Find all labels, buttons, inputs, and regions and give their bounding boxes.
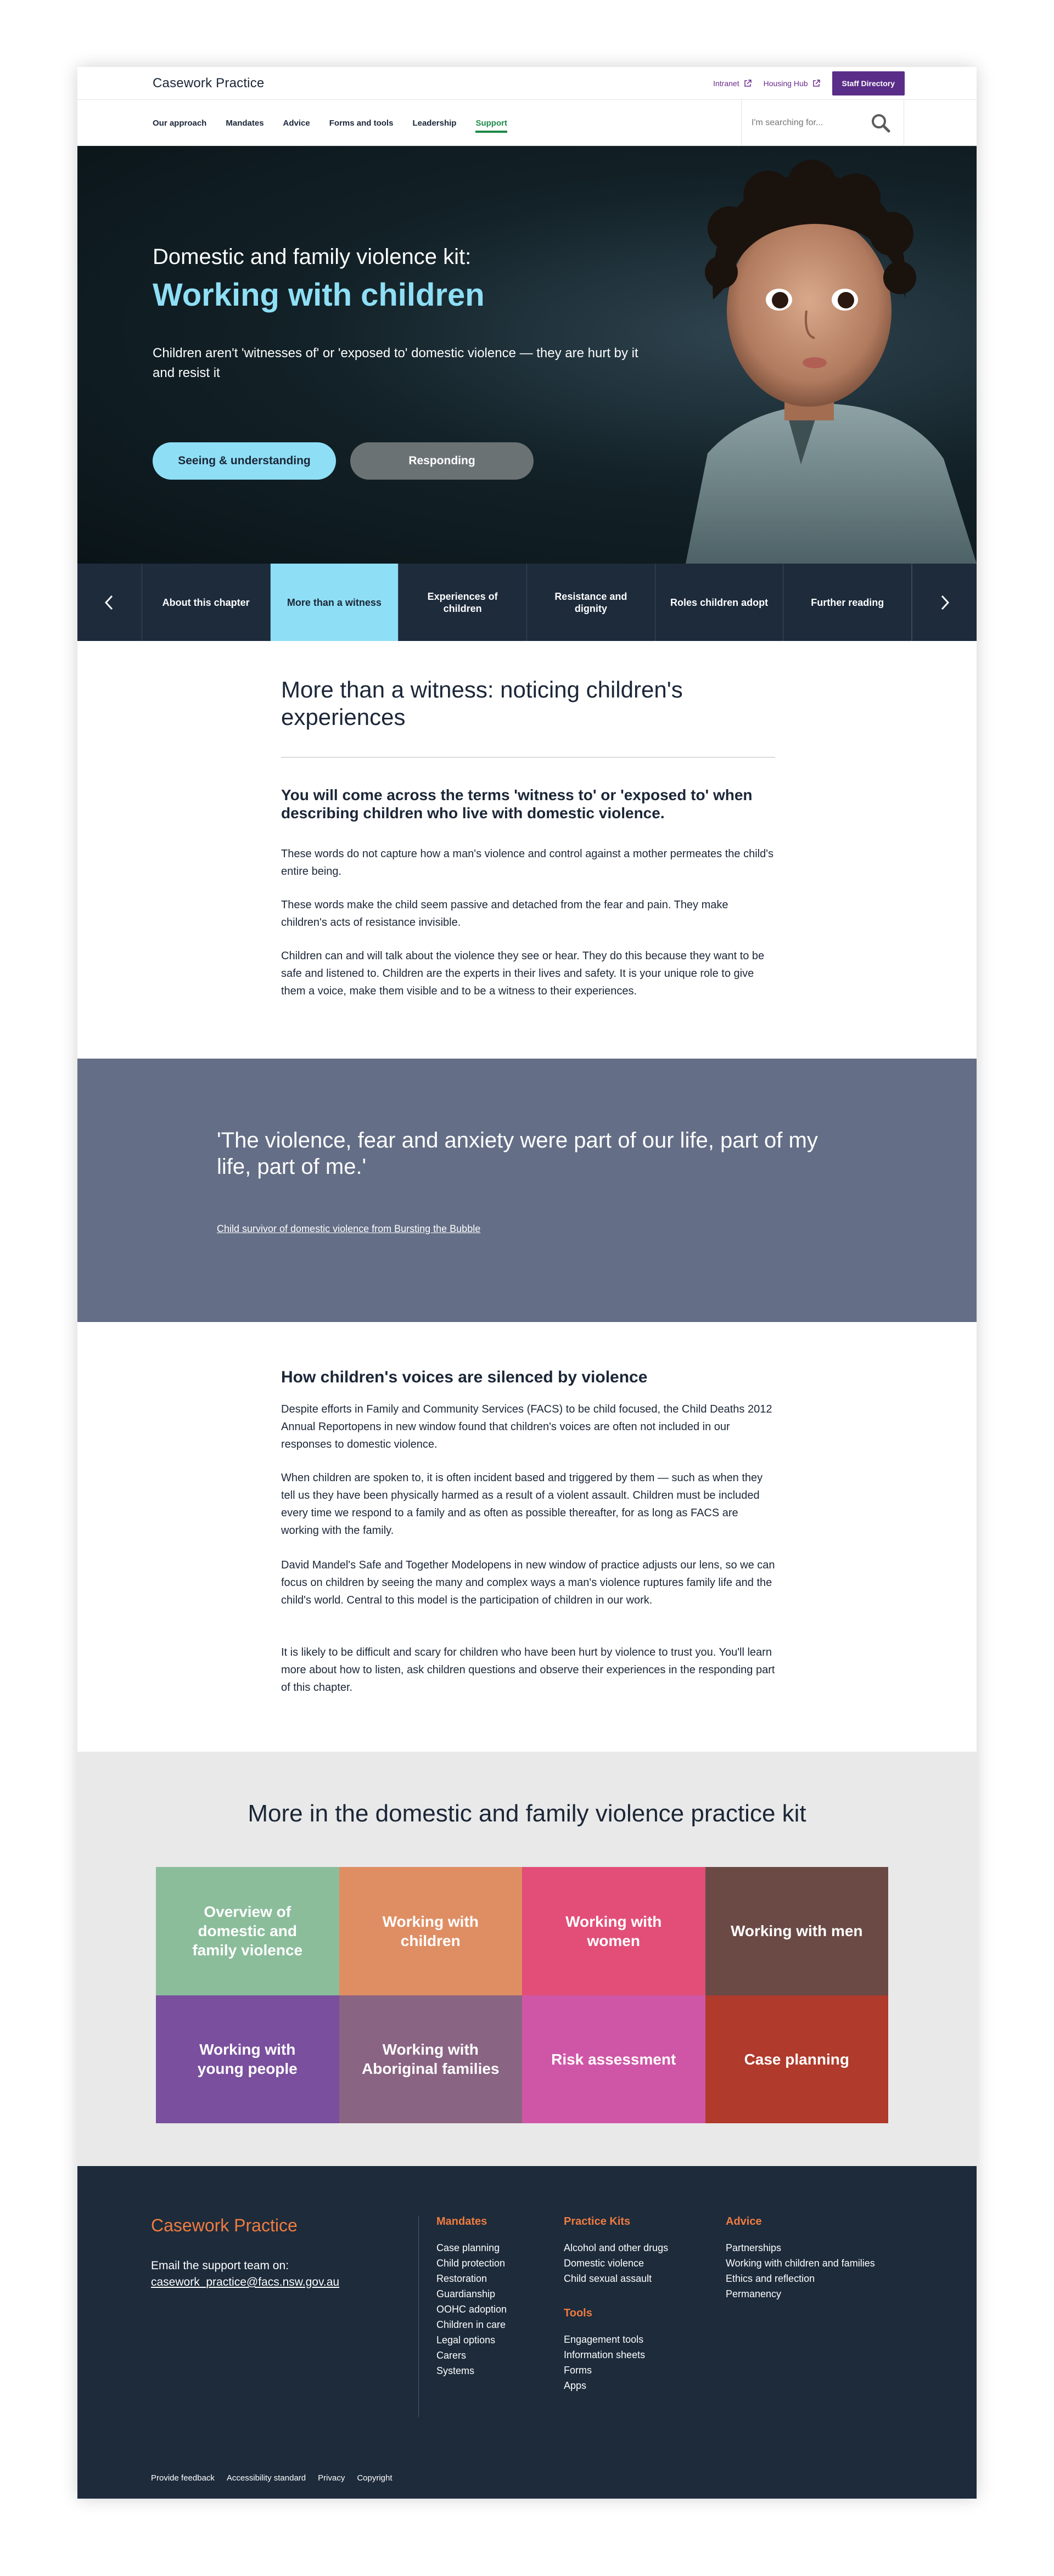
footer-link[interactable]: Legal options (436, 2335, 496, 2346)
footer-link[interactable]: Domestic violence (564, 2258, 644, 2269)
tab-further-reading[interactable]: Further reading (783, 564, 912, 641)
intranet-label: Intranet (713, 79, 739, 88)
housing-hub-link[interactable] (764, 79, 820, 88)
search-box (741, 100, 904, 146)
quote-text: 'The violence, fear and anxiety were part of our life, part of my life, part of me.' (217, 1128, 818, 1179)
tile-working-with-young-people[interactable]: Working with young people (156, 1995, 339, 2124)
housing-hub-label: Housing Hub (763, 79, 808, 88)
more-section-title: More in the domestic and family violence practice kit (248, 1800, 806, 1827)
tabs-prev-button[interactable] (77, 564, 142, 641)
tile-risk-assessment[interactable]: Risk assessment (522, 1995, 705, 2124)
hero-child-photo (603, 146, 977, 564)
hero-subtitle: Domestic and family violence kit: (153, 245, 472, 269)
nav-item-forms-and-tools[interactable]: Forms and tools (329, 118, 394, 128)
page-frame (77, 67, 977, 2499)
responding-button[interactable]: Responding (350, 442, 534, 480)
more-in-kit-section (77, 1752, 977, 2166)
footer-link[interactable]: Forms (564, 2365, 592, 2376)
privacy-link[interactable]: Privacy (318, 2473, 345, 2483)
tab-about-this-chapter[interactable]: About this chapter (142, 564, 271, 641)
copyright-link[interactable]: Copyright (357, 2473, 393, 2483)
staff-directory-button[interactable]: Staff Directory (832, 71, 905, 95)
section-paragraph: When children are spoken to, it is often incident based and triggered by them — such as when they tell us they have been physically harmed as a result of a violent assault. Children must be included every time we respond to a family and as often as possible thereafter, for as long as FACS are working with the family. (281, 1472, 763, 1537)
footer-link[interactable]: Apps (564, 2380, 587, 2391)
main-nav (77, 100, 977, 146)
footer-divider (418, 2215, 419, 2417)
section-paragraph: It is likely to be difficult and scary for children who have been hurt by violence to trust you. You'll learn more about how to listen, ask children questions and observe their experiences in the responding part of this chapter. (281, 1646, 775, 1694)
hero-banner (77, 146, 977, 564)
external-link-icon (812, 80, 820, 87)
kit-tile-grid (156, 1867, 888, 2123)
tab-more-than-a-witness[interactable]: More than a witness (271, 564, 399, 641)
hero-description: Children aren't 'witnesses of' or 'exposed to' domestic violence — they are hurt by it and resist it (153, 346, 638, 380)
section-heading: How children's voices are silenced by violence (281, 1368, 648, 1386)
footer-link[interactable]: Child sexual assault (564, 2273, 652, 2284)
tile-overview[interactable]: Overview of domestic and family violence (156, 1867, 339, 1995)
utility-links (713, 71, 905, 95)
footer-link[interactable]: Restoration (436, 2273, 487, 2284)
search-icon[interactable] (870, 112, 892, 134)
footer-bottom-links (151, 2473, 393, 2483)
tile-case-planning[interactable]: Case planning (705, 1995, 889, 2124)
footer-brand: Casework Practice (151, 2215, 298, 2235)
article-paragraph: These words do not capture how a man's violence and control against a mother permeates the child's entire being. (281, 848, 774, 878)
tab-experiences-of-children[interactable]: Experiences of children (399, 564, 527, 641)
site-logo[interactable]: Casework Practice (153, 76, 265, 91)
footer-mandates-column (436, 2215, 507, 2378)
tab-resistance-and-dignity[interactable]: Resistance and dignity (527, 564, 655, 641)
footer-link[interactable]: Carers (436, 2350, 467, 2361)
hero-title: Working with children (153, 277, 485, 313)
article-title: More than a witness: noticing children's experiences (281, 677, 683, 730)
top-bar (77, 67, 977, 100)
nav-item-leadership[interactable]: Leadership (412, 118, 457, 128)
article-lead: You will come across the terms 'witness to' or 'exposed to' when describing children who live with domestic violence. (281, 786, 753, 822)
footer-link[interactable]: OOHC adoption (436, 2304, 507, 2315)
chevron-left-icon (104, 594, 115, 611)
accessibility-link[interactable]: Accessibility standard (226, 2473, 306, 2483)
footer-heading: Tools (564, 2307, 592, 2319)
footer-email-label: Email the support team on: (151, 2259, 289, 2272)
tile-working-with-children[interactable]: Working with children (339, 1867, 523, 1995)
tab-roles-children-adopt[interactable]: Roles children adopt (655, 564, 784, 641)
footer-link[interactable]: Children in care (436, 2319, 506, 2330)
tabs-next-button[interactable] (912, 564, 977, 641)
seeing-understanding-button[interactable]: Seeing & understanding (153, 442, 336, 480)
section-paragraph: Despite efforts in Family and Community Services (FACS) to be child focused, the Child Deaths 2012 Annual Reportopens in new window found that children's voices are often not included in our responses to domestic violence. (281, 1403, 772, 1450)
nav-items (153, 100, 507, 146)
hero-buttons (153, 442, 534, 480)
footer-link[interactable]: Guardianship (436, 2288, 496, 2299)
footer-heading: Practice Kits (564, 2215, 631, 2228)
footer-link[interactable]: Information sheets (564, 2349, 646, 2360)
chapter-tabs (77, 564, 977, 641)
quote-citation-link[interactable]: Child survivor of domestic violence from Bursting the Bubble (217, 1223, 481, 1234)
footer-heading: Advice (726, 2215, 762, 2228)
footer-link[interactable]: Case planning (436, 2242, 500, 2253)
nav-item-advice[interactable]: Advice (283, 118, 310, 128)
external-link-icon (744, 80, 752, 87)
tile-working-with-aboriginal-families[interactable]: Working with Aboriginal families (339, 1995, 523, 2124)
nav-item-mandates[interactable]: Mandates (226, 118, 264, 128)
chevron-right-icon (939, 594, 950, 611)
footer-link[interactable]: Child protection (436, 2258, 506, 2269)
site-footer (77, 2166, 977, 2499)
footer-heading: Mandates (436, 2215, 487, 2228)
search-input[interactable] (752, 118, 861, 128)
footer-link[interactable]: Permanency (726, 2288, 782, 2299)
footer-advice-column (726, 2215, 875, 2302)
quote-block (77, 1059, 977, 1322)
article-paragraph: Children can and will talk about the violence they see or hear. They do this because they want to be safe and listened to. Children are the experts in their lives and safety. It is your unique role to give them a voice, make them visible and to be a witness to their experiences. (281, 950, 765, 997)
intranet-link[interactable] (713, 79, 751, 88)
tile-working-with-men[interactable]: Working with men (705, 1867, 889, 1995)
footer-link[interactable]: Working with children and families (726, 2258, 875, 2269)
nav-item-support[interactable]: Support (475, 118, 507, 128)
footer-link[interactable]: Systems (436, 2365, 475, 2376)
article-paragraph: These words make the child seem passive and detached from the fear and pain. They make children's acts of resistance invisible. (281, 899, 728, 929)
nav-item-our-approach[interactable]: Our approach (153, 118, 207, 128)
title-divider (281, 757, 775, 758)
footer-practice-kits-column (564, 2215, 668, 2393)
footer-link[interactable]: Partnerships (726, 2242, 782, 2253)
section-paragraph: David Mandel's Safe and Together Modelopens in new window of practice adjusts our lens, so we can focus on children by seeing the many and complex ways a man's violence ruptures family life and the child's world. Central to this model is the participation of children in our work. (281, 1559, 775, 1606)
footer-link[interactable]: Ethics and reflection (726, 2273, 815, 2284)
provide-feedback-link[interactable]: Provide feedback (151, 2473, 215, 2483)
footer-link[interactable]: Engagement tools (564, 2334, 644, 2345)
footer-link[interactable]: Alcohol and other drugs (564, 2242, 669, 2253)
tile-working-with-women[interactable]: Working with women (522, 1867, 705, 1995)
footer-email-link[interactable]: casework_practice@facs.nsw.gov.au (151, 2276, 340, 2288)
